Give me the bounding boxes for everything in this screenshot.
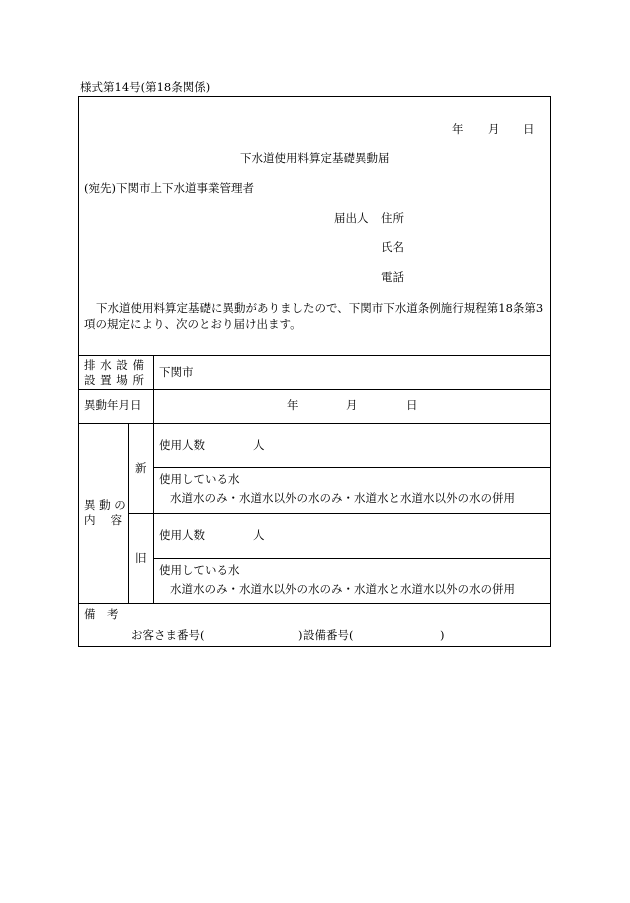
- row-divider-new-users: [153, 467, 551, 468]
- new-water-label: 使用している水: [159, 472, 240, 486]
- location-label-line-2: 設 置 場 所: [84, 373, 145, 387]
- location-value: 下関市: [159, 365, 194, 379]
- row-divider-old-users: [153, 558, 551, 559]
- new-label: 新: [135, 461, 147, 475]
- column-divider-label: [153, 355, 154, 603]
- row-divider-date: [78, 423, 551, 424]
- new-users-label: 使用人数: [159, 438, 205, 452]
- column-divider-change-label: [128, 423, 129, 603]
- change-content-label-line-1: 異 動 の: [84, 498, 126, 512]
- change-date-month: 月: [346, 398, 358, 412]
- customer-number-close: ): [298, 628, 303, 642]
- change-date-day: 日: [406, 398, 418, 412]
- notification-form: [78, 96, 551, 647]
- row-divider-new-old: [128, 513, 551, 514]
- equipment-number-label: 設備番号(: [303, 628, 354, 642]
- old-water-options: 水道水のみ・水道水以外の水のみ・水道水と水道水以外の水の併用: [170, 582, 515, 596]
- old-users-unit: 人: [253, 528, 265, 542]
- new-users-unit: 人: [253, 438, 265, 452]
- date-day-label: 日: [523, 122, 535, 136]
- change-content-label-line-2: 内 容: [84, 513, 123, 527]
- row-divider-location: [78, 389, 551, 390]
- change-date-year: 年: [287, 398, 299, 412]
- table-top-border: [78, 355, 551, 356]
- applicant-address-label: 住所: [381, 211, 404, 225]
- addressee: (宛先)下関市上下水道事業管理者: [84, 181, 254, 195]
- new-water-options: 水道水のみ・水道水以外の水のみ・水道水と水道水以外の水の併用: [170, 491, 515, 505]
- date-month-label: 月: [488, 122, 500, 136]
- row-divider-remarks: [78, 603, 551, 604]
- statement-line-1: 下水道使用料算定基礎に異動がありましたので、下関市下水道条例施行規程第18条第3: [96, 301, 544, 315]
- old-users-label: 使用人数: [159, 528, 205, 542]
- old-label: 旧: [135, 551, 147, 565]
- form-title: 下水道使用料算定基礎異動届: [240, 151, 390, 165]
- form-number: 様式第14号(第18条関係): [80, 80, 211, 94]
- customer-number-label: お客さま番号(: [131, 628, 205, 642]
- remarks-label: 備 考: [84, 607, 119, 621]
- change-date-label: 異動年月日: [84, 398, 142, 412]
- date-year-label: 年: [452, 122, 464, 136]
- old-water-label: 使用している水: [159, 563, 240, 577]
- applicant-label: 届出人: [334, 211, 369, 225]
- location-label-line-1: 排 水 設 備: [84, 358, 145, 372]
- equipment-number-close: ): [440, 628, 445, 642]
- applicant-phone-label: 電話: [381, 270, 404, 284]
- statement-line-2: 項の規定により、次のとおり届け出ます。: [84, 317, 302, 331]
- applicant-name-label: 氏名: [381, 240, 404, 254]
